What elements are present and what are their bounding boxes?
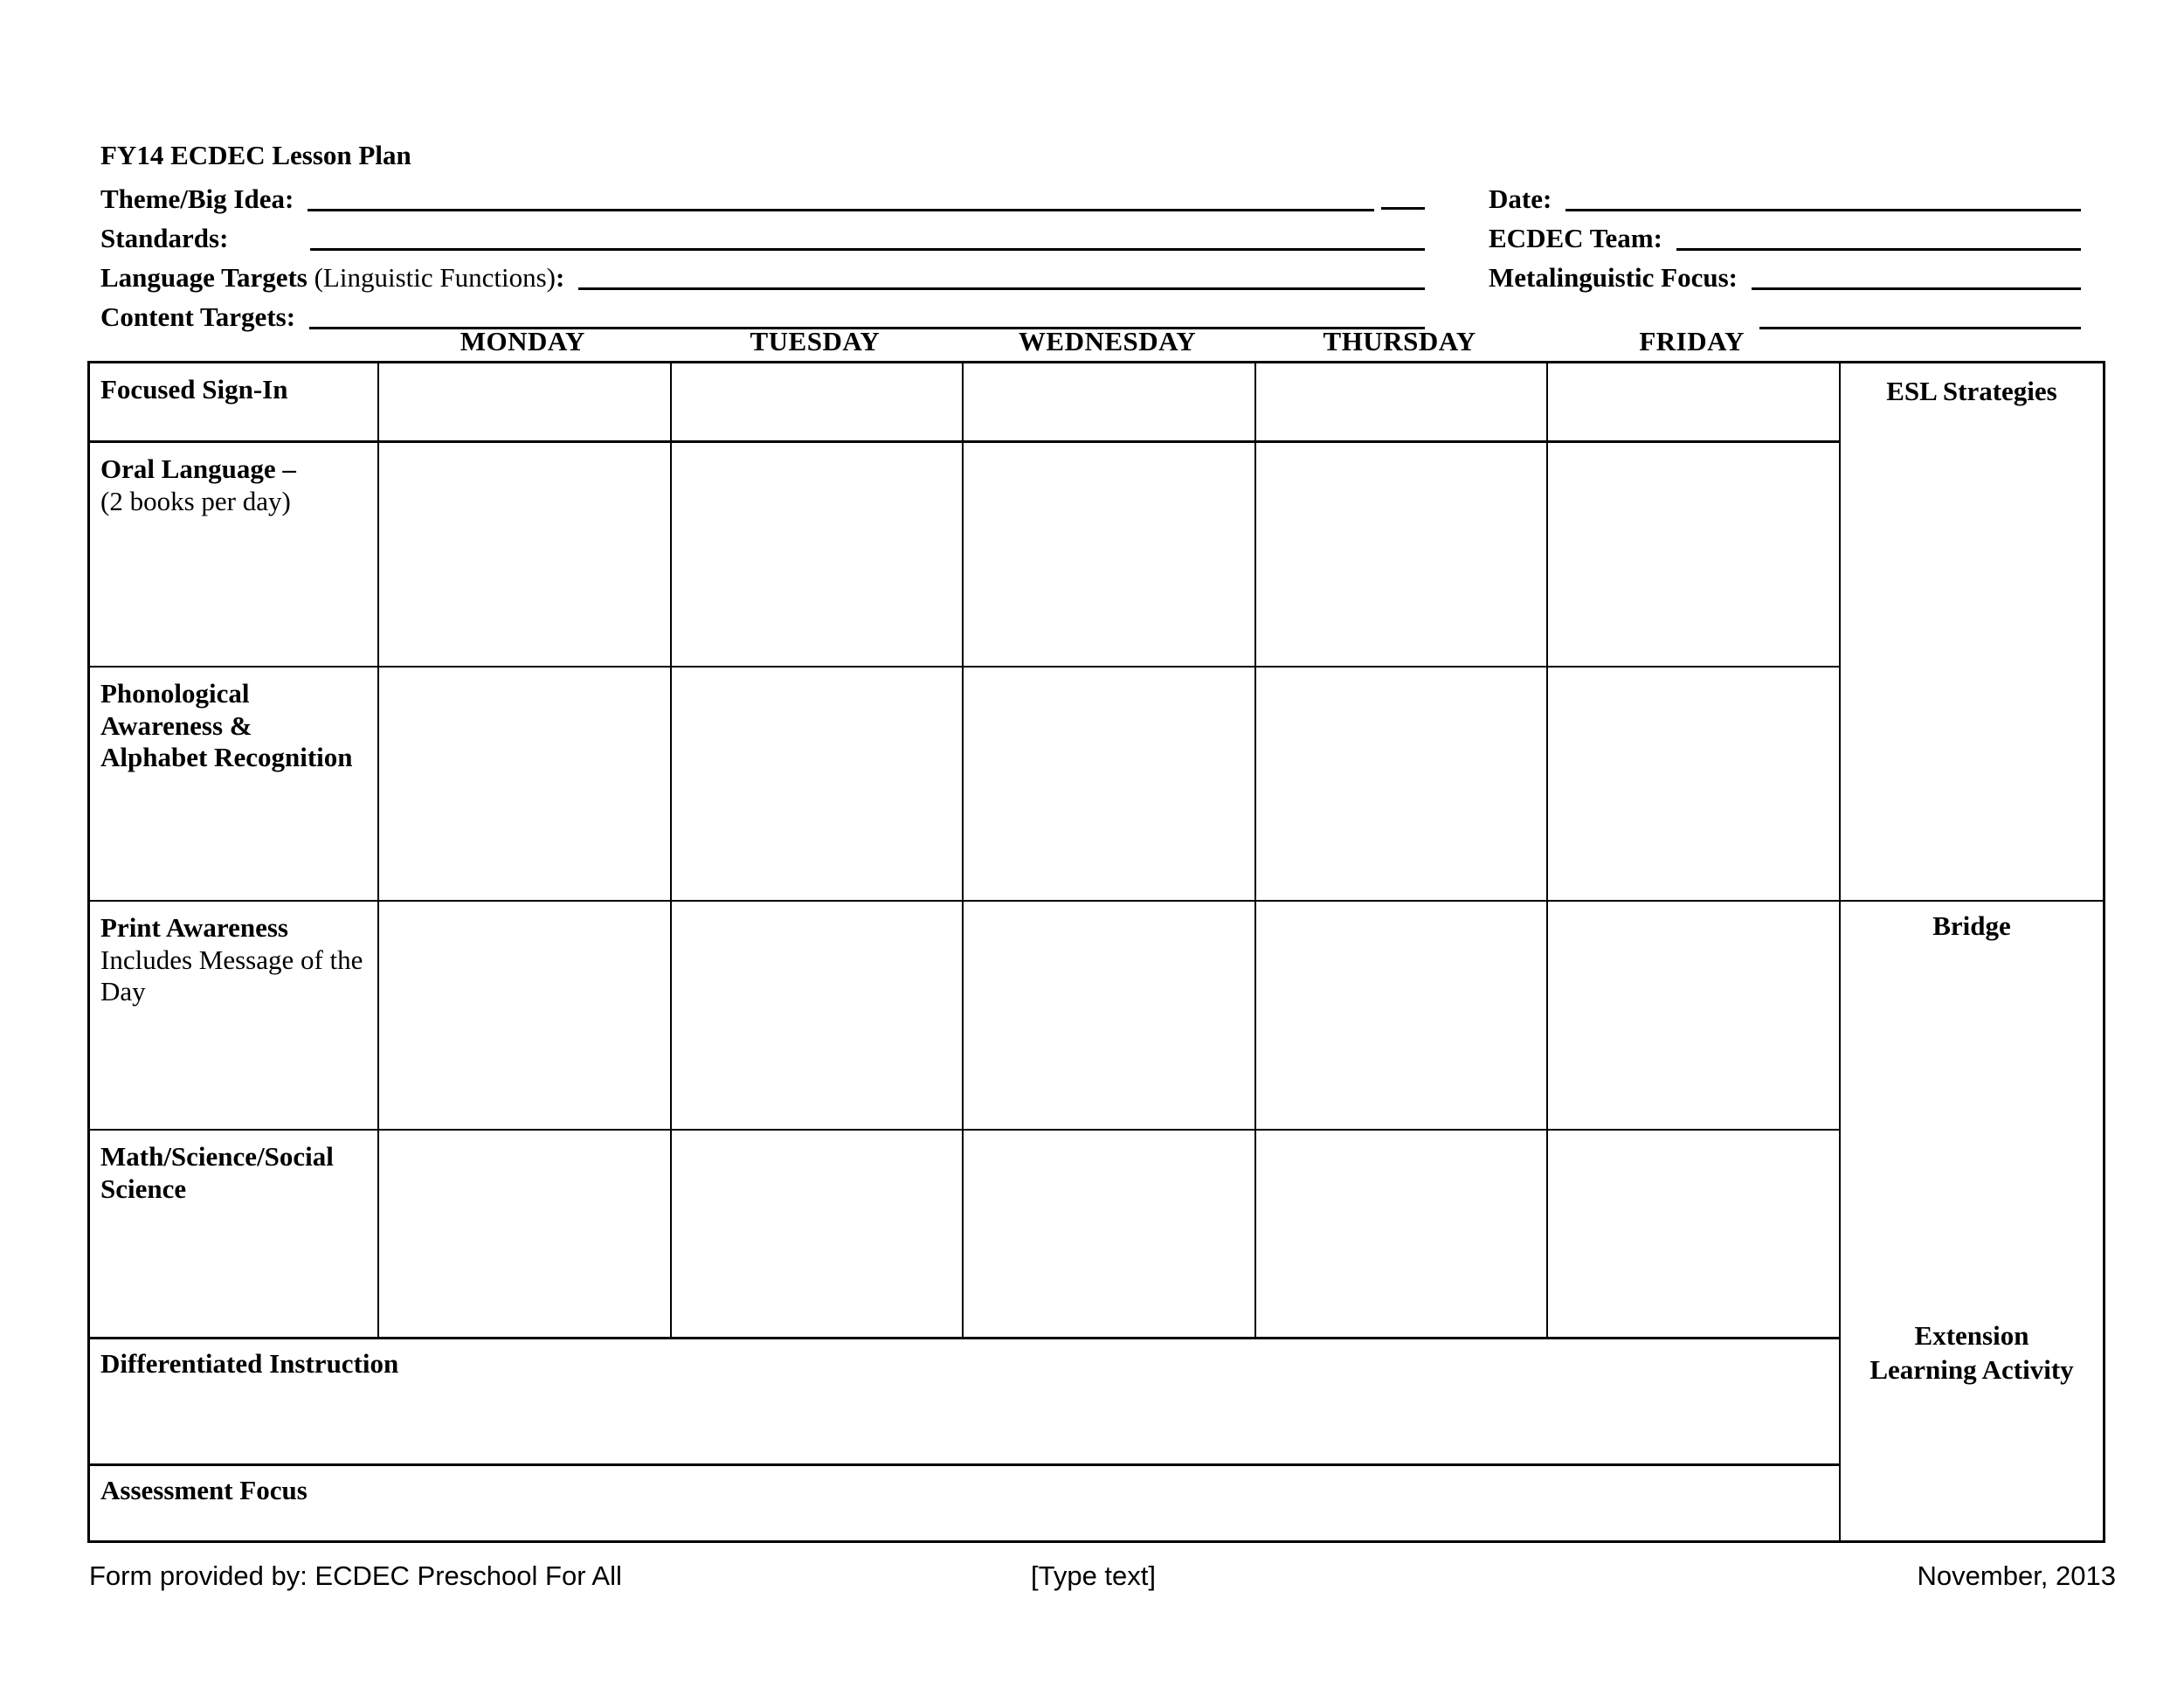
row-label-cell [90,902,379,1129]
row-label: Oral Language – [100,453,296,484]
entry-cell [672,902,964,1129]
row-sublabel: Includes Message of the Day [100,944,363,1007]
date-label: Date: [1489,183,1552,214]
entry-cell [1548,1131,1839,1337]
table-row-print-awareness [90,902,1839,1131]
header-left-block [100,138,1425,335]
row-differentiated-instruction: Differentiated Instruction [90,1339,1839,1466]
theme-blank-line-segment [1381,207,1425,210]
entry-cell [1548,363,1839,440]
field-row-date [1489,177,2081,217]
page-title: FY14 ECDEC Lesson Plan [100,140,411,170]
row-label-cell [90,363,379,440]
row-assessment-focus: Assessment Focus [100,1475,308,1505]
entry-cell [964,668,1256,900]
table-row-math-science-social [90,1131,1839,1339]
row-label-line: Awareness & [100,709,252,741]
entry-cell [379,668,672,900]
row-label: Focused Sign-In [100,374,288,405]
row-label-cell [90,1131,379,1337]
entry-cell [1256,1131,1549,1337]
side-column [1841,363,2103,1540]
row-label-cell [90,668,379,900]
entry-cell [1256,443,1549,666]
row-label-line: Alphabet Recognition [100,742,353,773]
standards-blank-line [310,248,1425,251]
field-row-theme [100,177,1425,217]
row-label: Print Awareness [100,912,288,943]
entry-cell [1548,902,1839,1129]
metalinguistic-focus-label: Metalinguistic Focus: [1489,262,1738,293]
lesson-plan-table [87,361,2105,1543]
main-grid [90,363,1841,1540]
footer-date-text: November, 2013 [1917,1560,2116,1591]
language-targets-blank-line [578,287,1425,290]
ecdec-team-blank-line [1676,248,2081,251]
entry-cell [964,363,1256,440]
day-header-row [87,322,2105,358]
entry-cell [1548,443,1839,666]
ecdec-team-label: ECDEC Team: [1489,223,1662,253]
entry-cell [672,443,964,666]
theme-blank-line [308,209,1374,211]
table-row-phonological-awareness [90,668,1839,902]
entry-cell [379,1131,672,1337]
entry-cell [964,443,1256,666]
entry-cell [379,443,672,666]
bridge-label: Bridge [1932,910,2011,941]
footer-type-text-placeholder: [Type text] [1031,1560,1157,1591]
entry-cell [1256,363,1549,440]
day-header-monday: MONDAY [460,326,585,356]
field-row-ecdec-team [1489,217,2081,256]
entry-cell [379,902,672,1129]
table-row-focused-sign-in [90,363,1839,443]
header-right-block [1489,177,2081,335]
day-header-thursday: THURSDAY [1323,326,1476,356]
day-header-tuesday: TUESDAY [750,326,881,356]
entry-cell [672,363,964,440]
row-sublabel: (2 books per day) [100,485,291,516]
theme-label: Theme/Big Idea: [100,183,294,214]
entry-cell [1548,668,1839,900]
entry-cell [964,1131,1256,1337]
entry-cell [672,668,964,900]
content-targets-label: Content Targets: [100,301,296,332]
table-row-oral-language [90,443,1839,668]
field-row-language-targets [100,256,1425,295]
entry-cell [1256,902,1549,1129]
esl-strategies-cell: ESL Strategies [1841,363,2103,902]
extension-learning-activity-label: Extension Learning Activity [1870,1320,2074,1385]
footer-provider-text: Form provided by: ECDEC Preschool For All [89,1560,622,1591]
date-blank-line [1565,209,2081,211]
row-label-cell [90,443,379,666]
bridge-extension-cell [1841,902,2103,1540]
row-label: Math/Science/Social Science [100,1141,334,1204]
standards-label: Standards: [100,223,229,253]
field-row-standards [100,217,1425,256]
entry-cell [964,902,1256,1129]
day-header-friday: FRIDAY [1639,326,1745,356]
language-targets-label: Language Targets (Linguistic Functions): [100,262,565,293]
page-footer [87,1560,2116,1599]
metalinguistic-blank-line [1752,287,2081,290]
entry-cell [1256,668,1549,900]
field-row-metalinguistic-focus [1489,256,2081,295]
entry-cell [672,1131,964,1337]
entry-cell [379,363,672,440]
day-header-wednesday: WEDNESDAY [1018,326,1197,356]
row-label-line: Phonological [100,678,250,709]
